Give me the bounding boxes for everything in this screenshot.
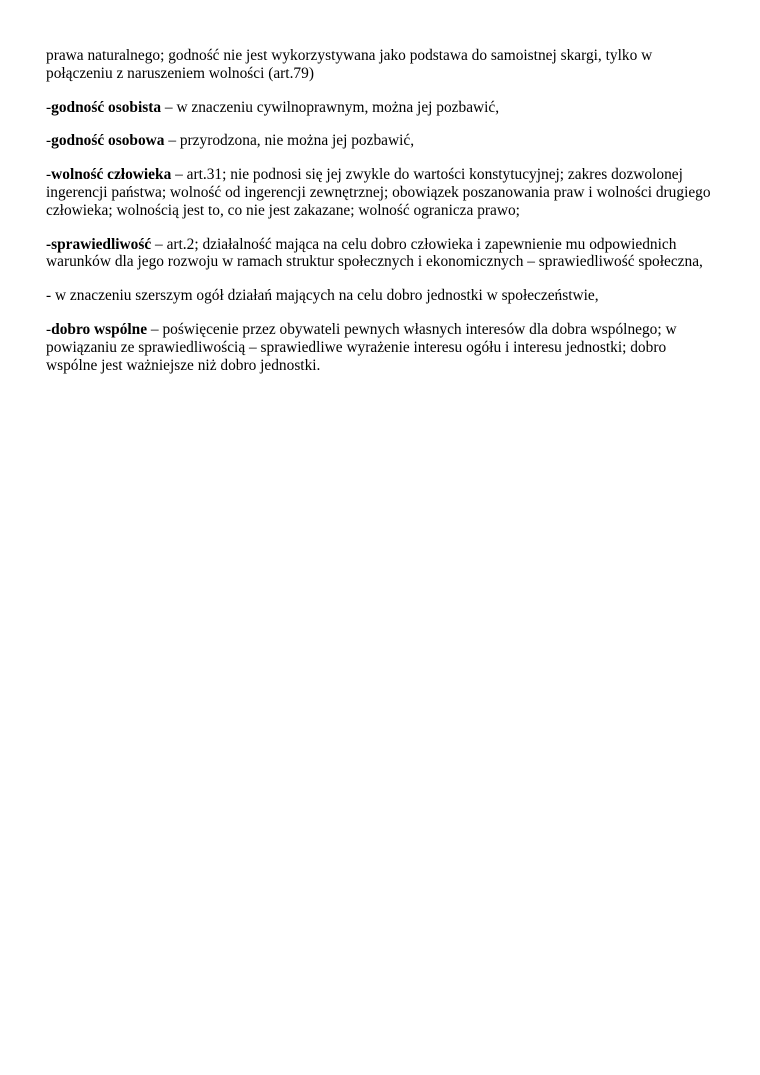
paragraph-godnosc-osobowa [46, 132, 718, 150]
paragraph-text: - w znaczeniu szerszym ogół działań mających na celu dobro jednostki w społeczeństwie, [46, 287, 599, 305]
document-body [46, 47, 718, 390]
paragraph-prefix: - [46, 98, 52, 116]
paragraph-prefix: - [46, 320, 52, 338]
paragraph-sprawiedliwosc [46, 236, 718, 272]
paragraph-dobro-wspolne [46, 321, 718, 374]
term-godnosc-osobowa: godność osobowa [51, 132, 165, 150]
paragraph-text: – poświęcenie przez obywateli pewnych własnych interesów dla dobra wspólnego; w powiązaniu ze sprawiedliwością – sprawiedliwe wyrażenie interesu ogółu i interesu jednostki; dobro wspólne jest ważniejsze niż dobro jednostki. [46, 320, 677, 374]
paragraph-text: – w znaczeniu cywilnoprawnym, można jej pozbawić, [161, 98, 500, 116]
term-godnosc-osobista: godność osobista [51, 98, 162, 116]
paragraph-wolnosc-czlowieka [46, 166, 718, 219]
paragraph-prefix: - [46, 132, 52, 150]
paragraph-prefix: - [46, 166, 52, 184]
paragraph-godnosc-osobista [46, 99, 718, 117]
term-wolnosc-czlowieka: wolność człowieka [51, 166, 172, 184]
term-dobro-wspolne: dobro wspólne [51, 320, 148, 338]
paragraph-text: – przyrodzona, nie można jej pozbawić, [164, 132, 415, 150]
term-sprawiedliwosc: -sprawiedliwość [46, 235, 152, 253]
paragraph-text: – art.31; nie podnosi się jej zwykle do wartości konstytucyjnej; zakres dozwolonej ingerencji państwa; wolność od ingerencji zewnętrznej; obowiązek poszanowania praw i wolności drugiego człowieka; wolnością jest to, co nie jest zakazane; wolność ogranicza prawo; [46, 166, 711, 219]
paragraph-sprawiedliwosc-szersza [46, 287, 718, 305]
paragraph-text: prawa naturalnego; godność nie jest wykorzystywana jako podstawa do samoistnej skargi, tylko w połączeniu z naruszeniem wolności (art.79) [46, 47, 653, 82]
paragraph-text: – art.2; działalność mająca na celu dobro człowieka i zapewnienie mu odpowiednich warunków dla jego rozwoju w ramach struktur społecznych i ekonomicznych – sprawiedliwość społeczna, [46, 235, 703, 271]
paragraph-continuation [46, 47, 718, 83]
